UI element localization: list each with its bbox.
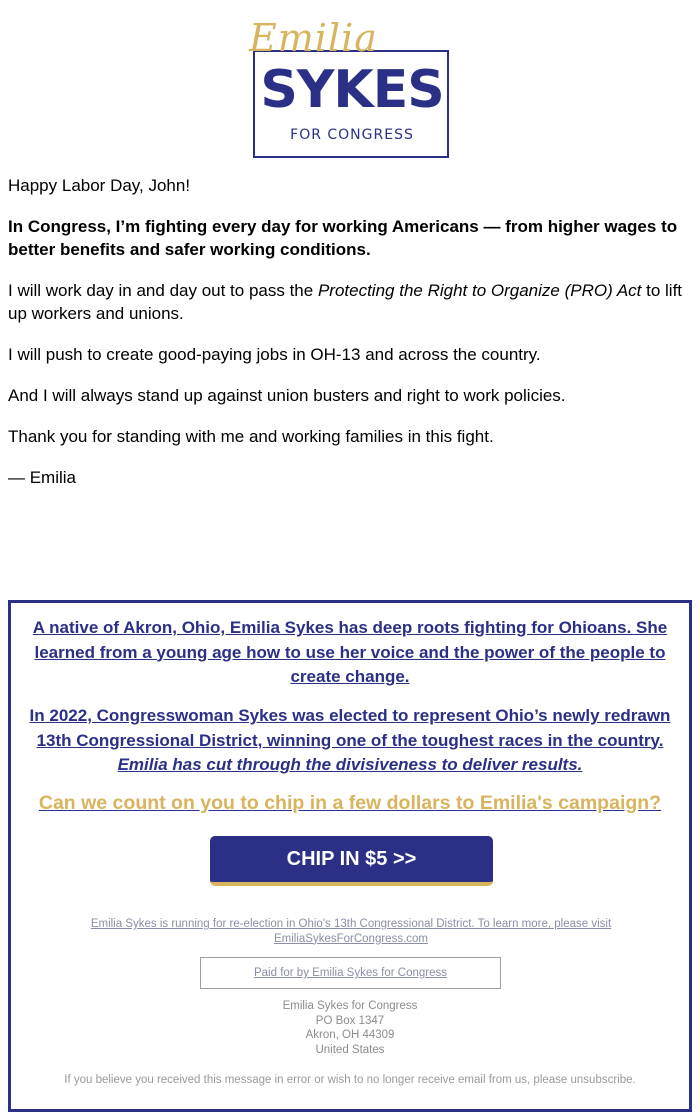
donation-panel [8,600,692,1112]
logo-tagline: FOR CONGRESS [247,127,457,143]
thanks-paragraph: Thank you for standing with me and working families in this fight. [8,427,494,446]
signoff: — Emilia [8,468,77,487]
campaign-logo [247,16,457,151]
logo-last-name: SYKES [260,60,444,120]
jobs-paragraph: I will push to create good-paying jobs in OH-13 and across the country. [8,345,541,364]
logo-first-name: Emilia [249,16,378,60]
email-body [8,174,688,507]
pro-act-title: Protecting the Right to Organize (PRO) Act [317,281,642,300]
reelection-disclaimer-link[interactable]: Emilia Sykes is running for re-election in Ohio's 13th Congressional District. To learn more, please visit EmiliaSykesForCongress.com [90,918,612,945]
paid-for-disclaimer[interactable]: Paid for by Emilia Sykes for Congress [200,957,501,989]
bio-link-2[interactable]: In 2022, Congresswoman Sykes was elected to represent Ohio’s newly redrawn 13th Congressional District, winning one of the toughest races in the country. Emilia has cut through the divisiveness to deliver results. [29,706,671,774]
union-paragraph: And I will always stand up against union busters and right to work policies. [8,386,566,405]
chip-in-button[interactable]: CHIP IN $5 >> [210,836,493,886]
headline-paragraph: In Congress, I’m fighting every day for working Americans — from higher wages to better benefits and safer working conditions. [8,217,678,259]
pro-act-paragraph: I will work day in and day out to pass the Protecting the Right to Organize (PRO) Act to lift up workers and unions. [8,281,683,323]
mailing-address: Emilia Sykes for Congress PO Box 1347 Akron, OH 44309 United States [282,1000,418,1056]
unsubscribe-notice[interactable]: If you believe you received this message in error or wish to no longer receive email from us, please unsubscribe. [64,1074,636,1086]
donation-ask-link[interactable]: Can we count on you to chip in a few dollars to Emilia's campaign? [38,792,662,814]
bio-link-1[interactable]: A native of Akron, Ohio, Emilia Sykes has deep roots fighting for Ohioans. She learned from a young age how to use her voice and the power of the people to create change. [32,618,668,686]
greeting: Happy Labor Day, John! [8,176,191,195]
